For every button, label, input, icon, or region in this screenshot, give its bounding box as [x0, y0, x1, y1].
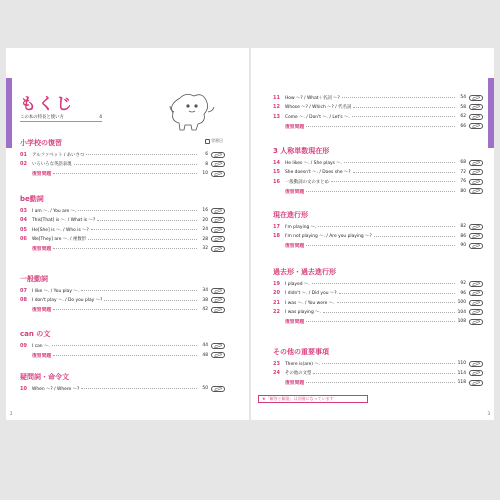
leader-dots	[52, 345, 197, 346]
lesson-title: I am ～. / You are ～.	[32, 208, 77, 214]
page-number: 104	[457, 309, 466, 315]
pencil-icon	[472, 301, 481, 305]
pencil-icon	[214, 237, 223, 241]
pencil-icon	[472, 320, 481, 324]
pencil-icon	[214, 387, 223, 391]
section-tab	[6, 78, 12, 148]
toc-row[interactable]	[273, 103, 483, 112]
toc-row[interactable]	[20, 150, 225, 159]
study-check-box[interactable]	[469, 114, 483, 120]
intro-label: この本の特長と使い方	[20, 115, 64, 120]
intro-row[interactable]	[20, 114, 102, 122]
study-check-box[interactable]	[211, 246, 225, 252]
review-label: 復習問題	[285, 124, 305, 130]
toc-row[interactable]	[273, 308, 483, 317]
page-number: 8	[205, 161, 208, 167]
lesson-number: 13	[273, 113, 280, 120]
pencil-icon	[472, 105, 481, 109]
lesson-number: 14	[273, 159, 280, 166]
page-number: 3	[487, 411, 490, 416]
review-label: 復習問題	[32, 308, 52, 313]
study-check-box[interactable]	[211, 236, 225, 242]
leader-dots	[88, 239, 197, 240]
page-number: 114	[457, 370, 466, 376]
page-number: 28	[202, 236, 208, 242]
lesson-title: Come ～. / Don't ～. / Let's ～.	[285, 114, 350, 120]
review-label: 復習問題	[32, 247, 52, 252]
lesson-title: I played ～.	[285, 281, 310, 287]
lesson-number: 18	[273, 233, 280, 239]
toc-row[interactable]	[273, 112, 483, 121]
section-heading: その他の重要事項	[273, 348, 329, 356]
section-heading: 小学校の復習	[20, 139, 62, 147]
page-number: 108	[457, 319, 466, 324]
page-number: 66	[460, 123, 466, 129]
leader-dots	[306, 126, 455, 127]
lesson-title: I was ～. / You were ～.	[285, 300, 335, 306]
lesson-title: アルファベット / あいさつ	[32, 152, 85, 158]
lesson-number: 23	[273, 360, 280, 367]
study-date-label: 学習日	[211, 138, 223, 143]
study-check-box[interactable]	[469, 370, 483, 376]
leader-dots	[322, 363, 455, 364]
study-check-box[interactable]	[469, 224, 483, 230]
leader-dots	[91, 229, 197, 230]
page-number: 48	[202, 352, 208, 358]
leader-dots	[74, 164, 197, 165]
lesson-number: 07	[20, 287, 27, 294]
pencil-icon	[472, 381, 481, 385]
pencil-icon	[214, 247, 223, 251]
lesson-title: I can ～.	[32, 343, 50, 349]
toc-row[interactable]	[20, 160, 225, 169]
intro-page: 4	[99, 114, 102, 120]
pencil-icon	[472, 244, 481, 248]
leader-dots	[313, 373, 455, 374]
pencil-icon	[472, 310, 481, 314]
pencil-icon	[472, 282, 481, 286]
study-check-box[interactable]	[469, 179, 483, 185]
page-number: 6	[205, 152, 208, 157]
pencil-icon	[214, 298, 223, 302]
lesson-title: How ～? / What＋名詞 ～?	[285, 95, 340, 101]
toc-title: もくじ	[20, 94, 75, 113]
toc-row[interactable]	[273, 289, 483, 298]
lesson-number: 08	[20, 297, 27, 303]
toc-row[interactable]	[20, 225, 225, 234]
review-label: 復習問題	[285, 244, 305, 249]
section-tab	[488, 78, 494, 148]
toc-row[interactable]	[20, 235, 225, 244]
section-heading: can の文	[20, 330, 51, 338]
study-check-box[interactable]	[211, 208, 225, 214]
study-check-box[interactable]	[211, 217, 225, 223]
study-check-box[interactable]	[469, 380, 483, 386]
review-label: 復習問題	[285, 381, 305, 386]
page-number: 20	[202, 217, 208, 223]
pencil-icon	[472, 189, 481, 193]
leader-dots	[81, 290, 197, 291]
pencil-icon	[472, 362, 481, 366]
lesson-title: This[That] is ～. / What is ～?	[32, 218, 96, 223]
toc-row[interactable]	[273, 378, 483, 387]
lesson-number: 04	[20, 217, 27, 223]
study-check-box[interactable]	[211, 152, 225, 158]
toc-row[interactable]	[273, 177, 483, 186]
section-heading: 過去形・過去進行形	[273, 268, 336, 276]
toc-row[interactable]	[273, 168, 483, 177]
lesson-number: 15	[273, 169, 280, 175]
toc-row[interactable]	[273, 317, 483, 326]
lesson-number: 02	[20, 161, 27, 167]
leader-dots	[306, 191, 455, 192]
lesson-number: 03	[20, 207, 27, 214]
toc-row[interactable]	[273, 222, 483, 231]
leader-dots	[306, 245, 455, 246]
leader-dots	[337, 302, 455, 303]
toc-row[interactable]	[273, 298, 483, 307]
study-check-box[interactable]	[469, 290, 483, 296]
study-check-box[interactable]	[211, 288, 225, 294]
lesson-number: 09	[20, 342, 27, 349]
review-label: 復習問題	[32, 172, 52, 177]
study-check-box[interactable]	[211, 386, 225, 392]
toc-row[interactable]	[20, 169, 225, 178]
leader-dots	[104, 300, 197, 301]
leader-dots	[353, 107, 455, 108]
lesson-title: He[She] is ～. / Who is ～?	[32, 227, 89, 233]
lesson-title: 一般動詞の文のまとめ	[285, 179, 329, 185]
toc-row[interactable]	[273, 279, 483, 288]
page-number: 76	[460, 179, 466, 184]
leader-dots	[53, 355, 197, 356]
page-number: 72	[460, 169, 466, 175]
page-number: 44	[202, 343, 208, 348]
section-heading: 疑問詞・命令文	[20, 373, 69, 381]
study-check-box[interactable]	[469, 104, 483, 110]
pencil-icon	[472, 371, 481, 375]
lesson-title: Whose ～? / Which ～? / 代名詞	[285, 105, 352, 110]
leader-dots	[339, 293, 455, 294]
leader-dots	[342, 97, 455, 98]
lesson-number: 01	[20, 151, 27, 158]
lesson-title: There is(are) ～.	[285, 361, 321, 367]
leader-dots	[97, 220, 197, 221]
pencil-icon	[214, 308, 223, 312]
pencil-icon	[214, 289, 223, 293]
lesson-title: She doesn't ～. / Does she ～?	[285, 170, 351, 175]
lesson-number: 06	[20, 236, 27, 242]
page-number: 50	[202, 386, 208, 391]
toc-row[interactable]	[20, 341, 225, 350]
pencil-icon	[472, 115, 481, 119]
leader-dots	[86, 154, 197, 155]
study-check-box[interactable]	[469, 361, 483, 367]
pencil-icon	[214, 209, 223, 213]
study-check-box[interactable]	[469, 188, 483, 194]
page-number: 10	[202, 171, 208, 176]
section-heading: be動詞	[20, 195, 44, 203]
toc-row[interactable]	[273, 241, 483, 250]
lesson-title: I don't play ～. / Do you play ～?	[32, 298, 103, 303]
page-number: 38	[202, 297, 208, 303]
page-number: 90	[460, 243, 466, 248]
toc-row[interactable]	[273, 158, 483, 167]
page-number: 54	[460, 95, 466, 100]
study-check-box[interactable]	[469, 169, 483, 175]
pencil-icon	[214, 172, 223, 176]
page-number: 62	[460, 114, 466, 119]
lesson-title: We[They] are ～. / 複数形	[32, 237, 87, 242]
study-check-box[interactable]	[211, 161, 225, 167]
pencil-icon	[472, 291, 481, 295]
page-number: 100	[457, 300, 466, 305]
page-number: 80	[460, 188, 466, 194]
study-check-box[interactable]	[469, 95, 483, 101]
answer-note: ★「解答と解説」は別冊になっています	[258, 395, 368, 403]
study-check-box[interactable]	[211, 227, 225, 233]
lesson-number: 21	[273, 299, 280, 306]
lesson-title: I didn't ～. / Did you ～?	[285, 291, 337, 296]
leader-dots	[318, 226, 455, 227]
lesson-number: 22	[273, 309, 280, 315]
toc-row[interactable]	[273, 187, 483, 196]
study-check-box[interactable]	[211, 171, 225, 177]
pencil-icon	[214, 228, 223, 232]
mascot-illustration	[166, 90, 218, 134]
toc-row[interactable]	[20, 286, 225, 295]
pencil-icon	[214, 353, 223, 357]
study-check-box[interactable]	[469, 319, 483, 325]
toc-row[interactable]	[20, 244, 225, 253]
review-label: 復習問題	[285, 189, 305, 195]
page-number: 16	[202, 208, 208, 213]
study-check-box[interactable]	[469, 300, 483, 306]
leader-dots	[53, 173, 197, 174]
lesson-number: 12	[273, 104, 280, 110]
study-check-box[interactable]	[469, 123, 483, 129]
lesson-number: 19	[273, 280, 280, 287]
page-number: 2	[10, 411, 13, 416]
study-check-box[interactable]	[469, 160, 483, 166]
study-check-box[interactable]	[211, 343, 225, 349]
lesson-number: 05	[20, 226, 27, 233]
lesson-number: 17	[273, 223, 280, 230]
study-check-box[interactable]	[469, 243, 483, 249]
leader-dots	[374, 236, 455, 237]
pencil-icon	[214, 218, 223, 222]
pencil-icon	[472, 180, 481, 184]
leader-dots	[331, 181, 455, 182]
right-page	[251, 48, 494, 420]
page-number: 92	[460, 281, 466, 286]
study-check-box[interactable]	[211, 352, 225, 358]
lesson-number: 24	[273, 370, 280, 376]
page-number: 68	[460, 160, 466, 165]
leader-dots	[312, 283, 455, 284]
lesson-title: その他の文型	[285, 371, 312, 376]
leader-dots	[323, 312, 455, 313]
leader-dots	[353, 172, 455, 173]
lesson-title: When ～? / Where ～?	[32, 386, 80, 392]
lesson-title: I was playing ～.	[285, 310, 321, 315]
lesson-title: He likes ～. / She plays ～.	[285, 160, 343, 166]
leader-dots	[306, 321, 455, 322]
pencil-icon	[214, 153, 223, 157]
toc-row[interactable]	[20, 305, 225, 314]
study-check-box[interactable]	[469, 233, 483, 239]
page-number: 82	[460, 224, 466, 229]
study-check-box[interactable]	[211, 297, 225, 303]
pencil-icon	[472, 96, 481, 100]
lesson-number: 11	[273, 94, 280, 101]
leader-dots	[306, 382, 455, 383]
calendar-icon	[205, 139, 210, 144]
toc-row[interactable]	[273, 359, 483, 368]
page-number: 32	[202, 246, 208, 251]
toc-row[interactable]	[20, 351, 225, 360]
toc-row[interactable]	[273, 232, 483, 241]
leader-dots	[81, 388, 197, 389]
review-label: 復習問題	[32, 353, 52, 359]
page-number: 110	[457, 361, 466, 366]
study-check-box[interactable]	[469, 309, 483, 315]
section-heading: 3 人称単数現在形	[273, 147, 330, 155]
pencil-icon	[214, 162, 223, 166]
page-number: 24	[202, 227, 208, 232]
lesson-title: I like ～. / You play ～.	[32, 288, 80, 294]
toc-row[interactable]	[20, 216, 225, 225]
page-number: 96	[460, 290, 466, 296]
lesson-title: I'm playing ～.	[285, 224, 317, 230]
lesson-number: 20	[273, 290, 280, 296]
lesson-title: I'm not playing ～. / Are you playing ～?	[285, 234, 372, 239]
page-number: 34	[202, 288, 208, 293]
toc-row[interactable]	[20, 296, 225, 305]
lesson-title: いろいろな英語表現	[32, 162, 72, 167]
leader-dots	[78, 210, 197, 211]
study-check-box[interactable]	[211, 307, 225, 313]
page-number: 118	[457, 380, 466, 385]
leader-dots	[53, 248, 197, 249]
leader-dots	[344, 162, 455, 163]
pencil-icon	[472, 161, 481, 165]
left-page	[6, 48, 249, 420]
page-number: 86	[460, 233, 466, 239]
page-number: 58	[460, 104, 466, 110]
toc-row[interactable]	[20, 206, 225, 215]
leader-dots	[53, 309, 197, 310]
pencil-icon	[472, 170, 481, 174]
review-label: 復習問題	[285, 320, 305, 325]
study-date-header	[205, 138, 223, 144]
pencil-icon	[472, 234, 481, 238]
toc-row[interactable]	[273, 93, 483, 102]
section-heading: 現在進行形	[273, 211, 308, 219]
toc-row[interactable]	[273, 369, 483, 378]
pencil-icon	[472, 225, 481, 229]
toc-row[interactable]	[273, 122, 483, 131]
section-heading: 一般動詞	[20, 275, 48, 283]
toc-row[interactable]	[20, 384, 225, 393]
study-check-box[interactable]	[469, 281, 483, 287]
pencil-icon	[472, 124, 481, 128]
pencil-icon	[214, 344, 223, 348]
leader-dots	[352, 116, 455, 117]
lesson-number: 16	[273, 178, 280, 185]
lesson-number: 10	[20, 385, 27, 392]
page-number: 42	[202, 307, 208, 312]
